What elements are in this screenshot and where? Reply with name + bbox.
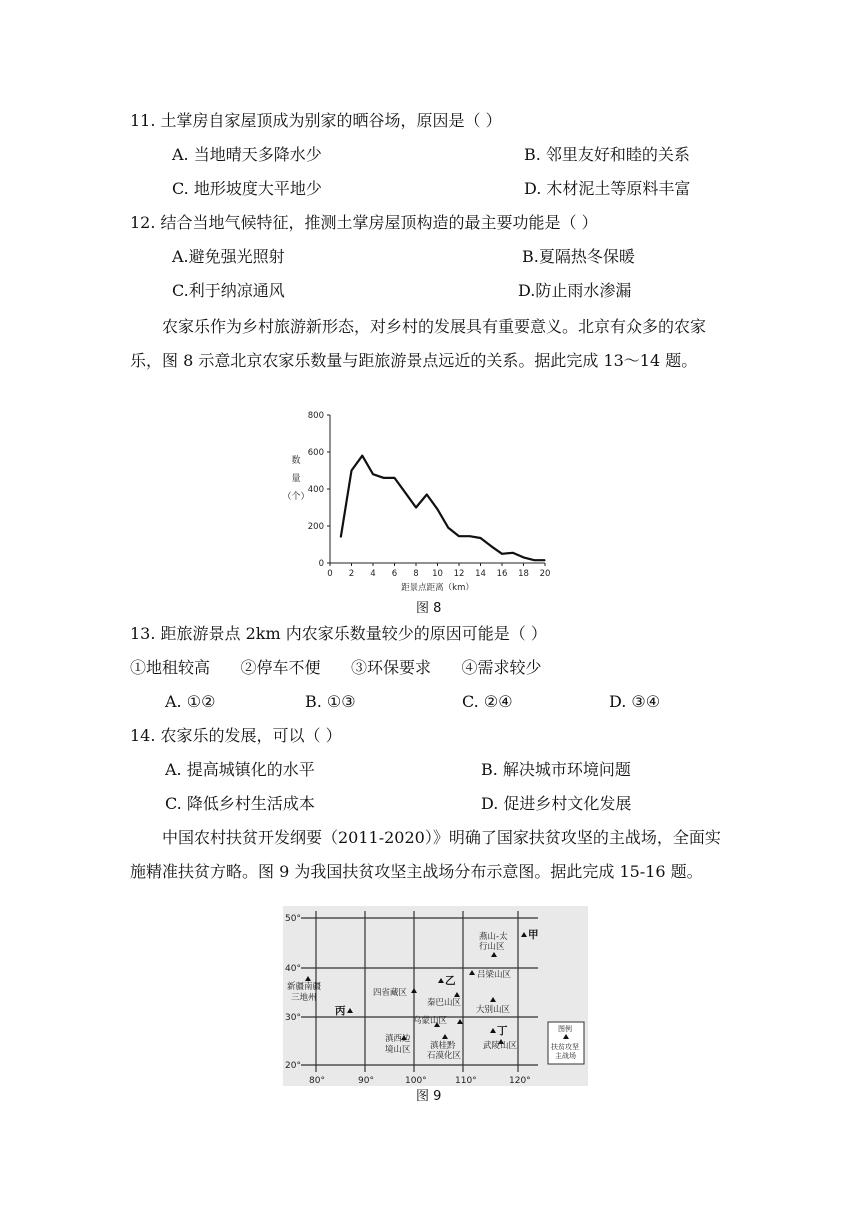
label-dabie: 大别山区: [476, 1005, 511, 1015]
label-dianxi-1: 滇西边: [385, 1034, 411, 1044]
q14-option-a: A. 提高城镇化的水平: [165, 760, 315, 779]
data-point: [458, 536, 459, 537]
q11-option-b: B. 邻里友好和睦的关系: [524, 145, 690, 164]
q13-stem: 13. 距旅游景点 2km 内农家乐数量较少的原因可能是（ ）: [130, 624, 547, 643]
data-point: [534, 560, 535, 561]
figure-9-map: [283, 906, 588, 1086]
legend-item-1: 扶贫攻坚: [551, 1043, 579, 1051]
q11-option-d: D. 木材泥土等原料丰富: [524, 179, 691, 198]
label-xinjiang-1: 新疆南疆: [287, 982, 322, 992]
label-dianguiqian-1: 滇桂黔: [430, 1041, 456, 1051]
q14-option-b: B. 解决城市环境问题: [481, 760, 631, 779]
intro-paragraph-1: 农家乐作为乡村旅游新形态，对乡村的发展具有重要意义。北京有众多的农家乐，图 8 示意北京农家乐数量与距旅游景点远近的关系。据此完成 13～14 题。: [130, 317, 707, 370]
lon-label-90: 90°: [358, 1076, 374, 1086]
figure-8-line-chart: [280, 405, 560, 595]
x-tick-label: 12: [453, 569, 465, 579]
q13-items: ①地租较高 ②停车不便 ③环保要求 ④需求较少: [130, 658, 542, 677]
data-point: [372, 474, 373, 475]
q13-option-d: D. ③④: [609, 692, 661, 711]
data-point: [448, 527, 449, 528]
x-tick-label: 20: [539, 569, 551, 579]
map-legend: [548, 1022, 584, 1064]
label-dianxi-2: 境山区: [385, 1045, 411, 1055]
lon-label-120: 120°: [509, 1076, 531, 1086]
figure-9-caption: 图 9: [416, 1089, 442, 1104]
y-tick-label: 600: [307, 448, 324, 458]
data-point: [491, 546, 492, 547]
legend-item-2: 主战场: [555, 1052, 576, 1060]
x-tick-label: 6: [391, 569, 398, 579]
lon-label-110: 110°: [455, 1076, 477, 1086]
q12-option-a: A.避免强光照射: [172, 247, 285, 266]
x-tick-label: 4: [370, 569, 376, 579]
data-point: [523, 557, 524, 558]
q12-option-c: C.利于纳凉通风: [172, 281, 285, 300]
label-wumeng: 乌蒙山区: [413, 1016, 448, 1026]
label-yanshan-1: 燕山-太: [479, 932, 508, 942]
q12-option-b: B.夏隔热冬保暖: [522, 247, 635, 266]
label-wuling: 武陵山区: [483, 1041, 518, 1051]
y-tick-label: 400: [307, 485, 324, 495]
data-point: [351, 470, 352, 471]
legend-title: 图例: [558, 1025, 572, 1033]
data-point: [405, 492, 406, 493]
y-tick-label: 200: [307, 522, 324, 532]
data-point: [437, 509, 438, 510]
lat-label-30: 30°: [285, 1013, 301, 1023]
q12-stem: 12. 结合当地气候特征，推测土掌房屋顶构造的最主要功能是（ ）: [130, 213, 598, 232]
data-point: [383, 477, 384, 478]
lon-label-80: 80°: [309, 1076, 325, 1086]
x-tick-label: 14: [475, 569, 486, 579]
data-point: [469, 536, 470, 537]
marker-label-yi: 乙: [445, 975, 456, 987]
q11-option-a: A. 当地晴天多降水少: [172, 145, 322, 164]
data-point: [394, 477, 395, 478]
q14-option-c: C. 降低乡村生活成本: [165, 794, 315, 813]
marker-label-jia: 甲: [528, 929, 539, 941]
marker-label-ding: 丁: [497, 1025, 508, 1037]
label-dianguiqian-2: 石漠化区: [427, 1051, 462, 1061]
x-tick-label: 10: [432, 569, 443, 579]
x-tick-label: 18: [518, 569, 529, 579]
label-xinjiang-2: 三地州: [291, 993, 317, 1003]
label-qinba: 秦巴山区: [427, 998, 462, 1008]
series-line: [341, 456, 545, 561]
label-lvliang: 吕梁山区: [477, 970, 512, 980]
label-sisheng: 四省藏区: [373, 988, 408, 998]
label-yanshan-2: 行山区: [479, 942, 505, 952]
data-point: [512, 552, 513, 553]
q11-stem: 11. 土掌房自家屋顶成为别家的晒谷场，原因是（ ）: [130, 111, 502, 130]
lat-label-50: 50°: [285, 914, 301, 924]
q12-option-d: D.防止雨水渗漏: [518, 281, 632, 300]
intro-paragraph-2: 中国农村扶贫开发纲要（2011-2020）》明确了国家扶贫攻坚的主战场，全面实施精准扶贫方略。图 9 为我国扶贫攻坚主战场分布示意图。据此完成 15-16 题。: [130, 828, 721, 881]
q14-stem: 14. 农家乐的发展，可以（ ）: [130, 726, 342, 745]
q11-option-c: C. 地形坡度大平地少: [172, 179, 322, 198]
data-point: [362, 455, 363, 456]
q13-option-c: C. ②④: [462, 692, 513, 711]
x-tick-label: 8: [413, 569, 419, 579]
y-tick-label: 800: [307, 411, 324, 421]
q13-option-b: B. ①③: [305, 692, 356, 711]
q14-option-d: D. 促进乡村文化发展: [481, 794, 632, 813]
x-axis-label: 距景点距离（km）: [401, 583, 474, 593]
data-point: [340, 537, 341, 538]
q13-option-a: A. ①②: [165, 692, 216, 711]
lat-label-20: 20°: [285, 1061, 301, 1071]
x-tick-label: 16: [496, 569, 508, 579]
data-point: [544, 560, 545, 561]
data-point: [426, 494, 427, 495]
y-tick-label: 0: [318, 559, 324, 569]
data-point: [480, 537, 481, 538]
lat-label-40: 40°: [285, 964, 301, 974]
lon-label-100: 100°: [405, 1076, 427, 1086]
x-tick-label: 0: [327, 569, 333, 579]
data-point: [501, 553, 502, 554]
marker-label-bing: 丙: [335, 1005, 346, 1017]
y-axis-label: 数量（个）: [282, 456, 310, 502]
data-point: [415, 507, 416, 508]
figure-8-caption: 图 8: [416, 601, 442, 616]
x-tick-label: 2: [348, 569, 355, 579]
